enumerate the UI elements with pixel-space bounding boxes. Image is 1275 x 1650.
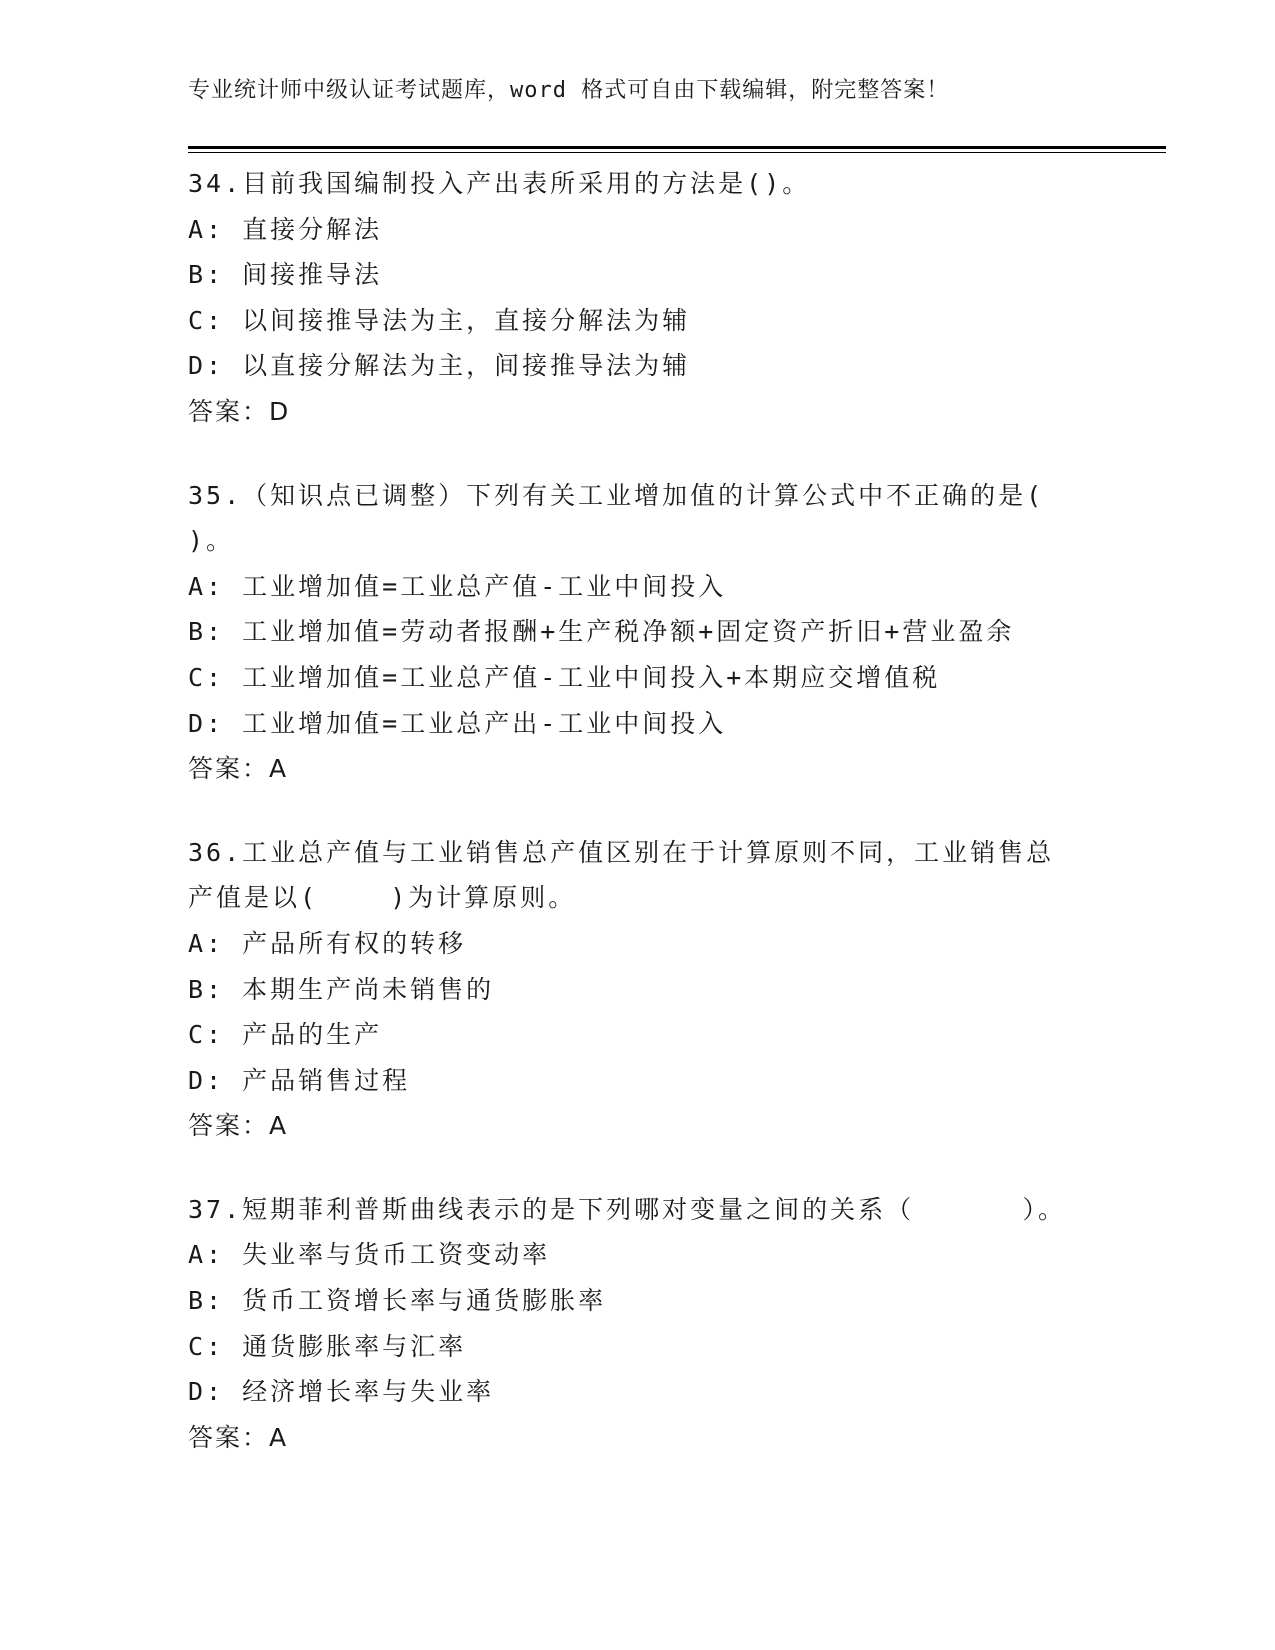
option-c: C: 工业增加值=工业总产值-工业中间投入+本期应交增值税 [188,662,941,692]
answer: 答案：A [188,1422,289,1452]
header-rule-thin [188,152,1166,153]
option-b: B: 间接推导法 [188,260,383,290]
option-b: B: 工业增加值=劳动者报酬+生产税净额+固定资产折旧+营业盈余 [188,617,1015,647]
option-c: C: 以间接推导法为主，直接分解法为辅 [188,305,691,335]
question-stem: 35.（知识点已调整）下列有关工业增加值的计算公式中不正确的是( [188,480,1045,510]
answer: 答案：D [188,396,291,426]
answer: 答案：A [188,1111,289,1141]
option-a: A: 工业增加值=工业总产值-工业中间投入 [188,571,727,601]
option-d: D: 经济增长率与失业率 [188,1377,495,1407]
option-d: D: 工业增加值=工业总产出-工业中间投入 [188,708,727,738]
question-stem-continued: 产值是以( )为计算原则。 [188,883,577,913]
question-37 [188,1187,1088,1461]
question-list [188,161,1088,1498]
question-stem: 34.目前我国编制投入产出表所采用的方法是()。 [188,169,811,198]
header-rule-thick [188,146,1166,149]
question-35 [188,473,1088,792]
question-36 [188,830,1088,1149]
question-stem: 36.工业总产值与工业销售总产值区别在于计算原则不同，工业销售总 [188,837,1055,867]
option-a: A: 产品所有权的转移 [188,928,467,958]
option-c: C: 通货膨胀率与汇率 [188,1331,467,1361]
option-a: A: 失业率与货币工资变动率 [188,1240,551,1270]
page-header: 专业统计师中级认证考试题库，word 格式可自由下载编辑，附完整答案！ [188,78,950,103]
question-stem: 37.短期菲利普斯曲线表示的是下列哪对变量之间的关系（ ）。 [188,1194,1066,1224]
option-b: B: 本期生产尚未销售的 [188,974,495,1004]
option-b: B: 货币工资增长率与通货膨胀率 [188,1286,607,1316]
option-d: D: 以直接分解法为主，间接推导法为辅 [188,351,691,381]
option-c: C: 产品的生产 [188,1020,383,1050]
answer: 答案：A [188,754,289,784]
option-a: A: 直接分解法 [188,214,383,244]
question-stem-continued: )。 [188,526,235,556]
question-34 [188,161,1088,435]
option-d: D: 产品销售过程 [188,1065,411,1095]
